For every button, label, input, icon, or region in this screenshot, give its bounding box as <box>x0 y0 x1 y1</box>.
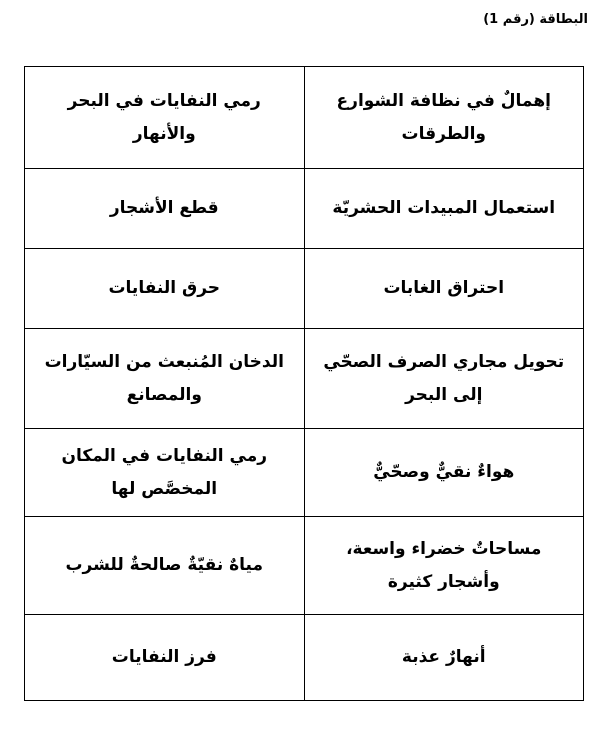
card-text: استعمال المبيدات الحشريّة <box>332 198 556 219</box>
table-row <box>25 615 584 701</box>
table-row <box>25 249 584 329</box>
card-text: فرز النفايات <box>111 647 217 668</box>
table-row <box>25 517 584 615</box>
card-cell <box>304 329 584 429</box>
card-text: قطع الأشجار <box>109 198 219 219</box>
card-text: هواءٌ نقيٌّ وصحّيٌّ <box>373 462 515 483</box>
card-cell <box>304 67 584 169</box>
card-text: مياهٌ نقيّةٌ صالحةٌ للشرب <box>65 555 264 576</box>
card-cell <box>304 517 584 615</box>
card-text: مساحاتٌ خضراء واسعة، وأشجار كثيرة <box>346 539 542 592</box>
card-cell <box>25 429 305 517</box>
card-cell <box>304 249 584 329</box>
card-text: تحويل مجاري الصرف الصحّي إلى البحر <box>323 352 565 405</box>
table-row <box>25 169 584 249</box>
card-text: رمي النفايات في البحر والأنهار <box>67 91 261 144</box>
card-cell <box>304 169 584 249</box>
card-cell <box>25 329 305 429</box>
card-text: حرق النفايات <box>108 278 221 299</box>
card-label: البطاقة (رقم 1) <box>483 12 588 27</box>
card-text: إهمالٌ في نظافة الشوارع والطرقات <box>336 91 551 144</box>
card-cell <box>25 517 305 615</box>
card-text: رمي النفايات في المكان المخصَّص لها <box>61 446 268 499</box>
card-cell <box>304 615 584 701</box>
card-cell <box>25 67 305 169</box>
table-row <box>25 329 584 429</box>
card-cell <box>304 429 584 517</box>
card-text: احتراق الغابات <box>383 278 505 299</box>
cards-table <box>24 66 584 701</box>
card-text: أنهارٌ عذبة <box>401 647 486 668</box>
table-row <box>25 67 584 169</box>
card-cell <box>25 169 305 249</box>
card-cell <box>25 615 305 701</box>
card-cell <box>25 249 305 329</box>
card-text: الدخان المُنبعث من السيّارات والمصانع <box>44 352 284 405</box>
table-row <box>25 429 584 517</box>
